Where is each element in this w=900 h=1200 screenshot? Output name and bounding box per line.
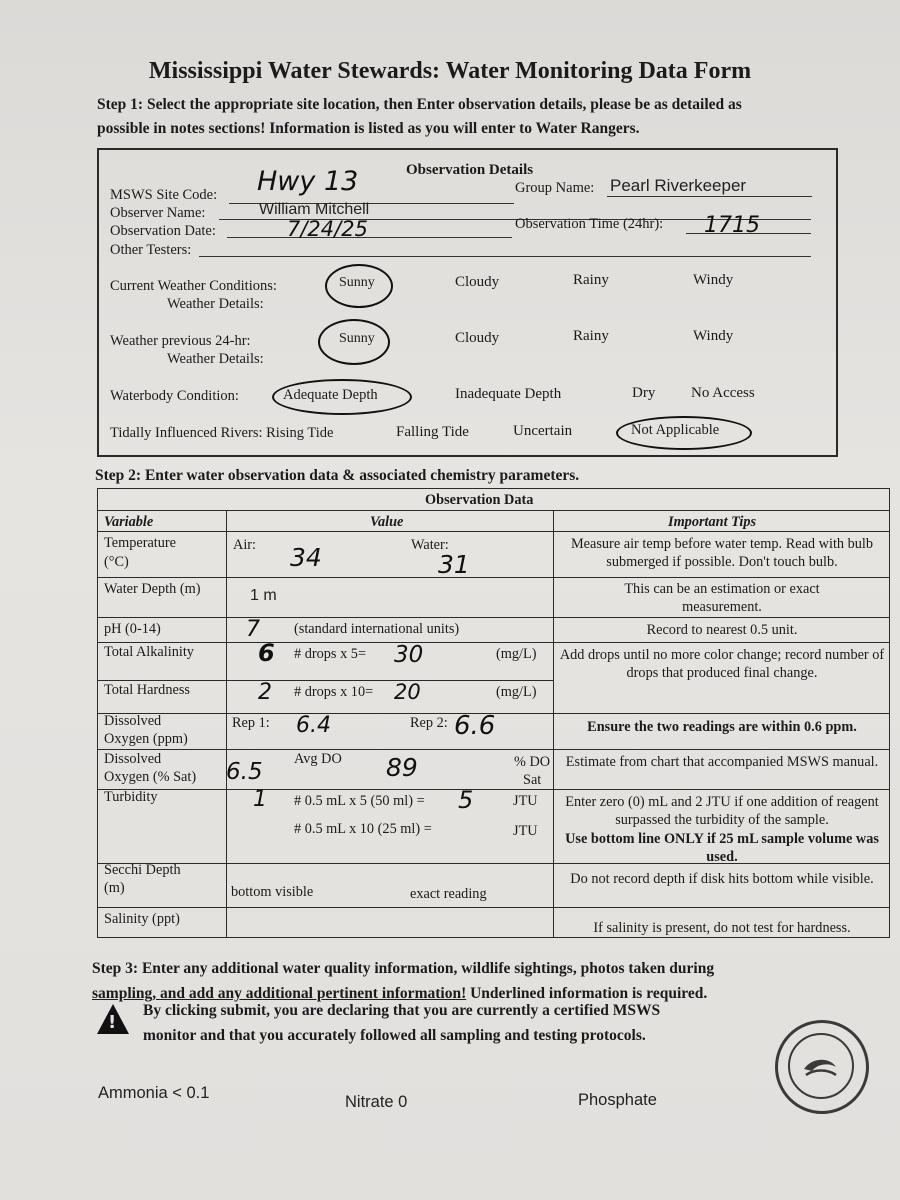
weather-option-rainy[interactable]: Rainy: [573, 272, 609, 288]
var-secchi-depth-unit: (m): [104, 880, 125, 896]
do-rep1-label: Rep 1:: [232, 715, 270, 731]
observation-details-box: [97, 148, 838, 457]
col-header-value: Value: [370, 514, 404, 530]
tip-do-saturation: Estimate from chart that accompanied MSWS manual.: [565, 754, 879, 770]
prev-weather-option-cloudy[interactable]: Cloudy: [455, 330, 500, 346]
observation-details-header: Observation Details: [406, 162, 534, 178]
observation-time-label: Observation Time (24hr):: [515, 216, 664, 232]
table-title: Observation Data: [425, 492, 534, 508]
tidal-label: Tidally Influenced Rivers: Rising Tide: [110, 425, 334, 441]
note-nitrate[interactable]: Nitrate 0: [345, 1093, 408, 1111]
do-rep2-label: Rep 2:: [410, 715, 448, 731]
var-salinity: Salinity (ppt): [104, 911, 180, 927]
turbidity-unit: JTU: [513, 793, 538, 809]
current-weather-label: Current Weather Conditions:: [110, 278, 277, 294]
tip-alkalinity: Add drops until no more color change; record number of drops that produced final change.: [559, 647, 885, 681]
var-dissolved-oxygen-sat: Dissolved: [104, 751, 162, 767]
hardness-formula: # drops x 10=: [294, 684, 374, 700]
tip-secchi-depth: Do not record depth if disk hits bottom while visible.: [570, 871, 874, 887]
secchi-exact-reading: exact reading: [410, 886, 487, 902]
var-temperature-unit: (°C): [104, 554, 129, 570]
observer-name-value[interactable]: William Mitchell: [259, 201, 370, 218]
previous-weather-details-label: Weather Details:: [167, 351, 264, 367]
alkalinity-formula: # drops x 5=: [294, 646, 367, 662]
hardness-unit: (mg/L): [496, 684, 537, 700]
weather-option-sunny[interactable]: Sunny: [339, 275, 375, 290]
turbidity-line2: # 0.5 mL x 10 (25 ml) =: [294, 821, 432, 837]
col-header-tips: Important Tips: [668, 514, 757, 530]
observation-data-table: [97, 488, 890, 938]
water-depth-value[interactable]: 1 m: [250, 587, 277, 604]
observation-date-label: Observation Date:: [110, 223, 216, 239]
ph-value[interactable]: 7: [246, 617, 260, 642]
turbidity-line1: # 0.5 mL x 5 (50 ml) =: [294, 793, 425, 809]
temp-air-value[interactable]: 34: [290, 543, 322, 572]
tip-ph: Record to nearest 0.5 unit.: [646, 622, 798, 638]
step1-instructions-cont: possible in notes sections! Information is listed as you will enter to Water Rangers.: [97, 120, 640, 137]
var-total-alkalinity: Total Alkalinity: [104, 644, 194, 660]
tidal-option-not-applicable[interactable]: Not Applicable: [631, 422, 720, 438]
alkalinity-unit: (mg/L): [496, 646, 537, 662]
var-dissolved-oxygen: Dissolved: [104, 713, 162, 729]
form-title: Mississippi Water Stewards: Water Monitoring Data Form: [148, 58, 752, 84]
tip-water-depth: This can be an estimation or exact measurement.: [624, 581, 820, 615]
do-saturation-unit-2: Sat: [523, 772, 542, 788]
tip-dissolved-oxygen: Ensure the two readings are within 0.6 ppm.: [587, 719, 857, 735]
declaration-line2: monitor and that you accurately followed all sampling and testing protocols.: [143, 1027, 646, 1044]
var-water-depth: Water Depth (m): [104, 581, 201, 597]
note-phosphate[interactable]: Phosphate: [578, 1091, 657, 1109]
var-turbidity: Turbidity: [104, 789, 158, 805]
tidal-option-falling[interactable]: Falling Tide: [396, 424, 469, 440]
step1-instructions: Step 1: Select the appropriate site location, then Enter observation details, please be as detailed as: [97, 96, 742, 113]
step3-text: Step 3: Enter any additional water quality information, wildlife sightings, photos taken during: [92, 960, 715, 977]
weather-option-cloudy[interactable]: Cloudy: [455, 274, 500, 290]
var-dissolved-oxygen-sat-unit: Oxygen (% Sat): [104, 769, 197, 785]
do-saturation-unit: % DO: [514, 754, 551, 770]
current-weather-details-label: Weather Details:: [167, 296, 264, 312]
observation-date-value[interactable]: 7/24/25: [287, 217, 368, 241]
do-rep1-value[interactable]: 6.4: [296, 713, 331, 738]
step2-instructions: Step 2: Enter water observation data & associated chemistry parameters.: [95, 467, 580, 484]
do-rep2-value[interactable]: 6.6: [454, 711, 496, 741]
tip-temperature: Measure air temp before water temp. Read with bulb submerged if possible. Don't touch bulb.: [570, 536, 874, 570]
tip-salinity: If salinity is present, do not test for hardness.: [593, 920, 851, 936]
tidal-option-uncertain[interactable]: Uncertain: [513, 423, 573, 439]
group-name-value[interactable]: Pearl Riverkeeper: [610, 176, 747, 195]
warning-exclamation-icon: !: [108, 1012, 117, 1033]
group-name-label: Group Name:: [515, 180, 595, 196]
seal-inner-ring: [788, 1033, 854, 1099]
temp-water-value[interactable]: 31: [438, 550, 470, 579]
hardness-result[interactable]: 20: [394, 680, 421, 704]
tip-turbidity: Enter zero (0) mL and 2 JTU if one addition of reagent surpassed the turbidity of the sample.: [565, 794, 879, 828]
weather-option-windy[interactable]: Windy: [693, 272, 734, 288]
site-code-value[interactable]: Hwy 13: [257, 166, 359, 197]
declaration-line1: By clicking submit, you are declaring that you are currently a certified MSWS: [143, 1002, 661, 1019]
note-ammonia[interactable]: Ammonia < 0.1: [98, 1084, 210, 1102]
water-wave-icon: [790, 1035, 852, 1097]
waterbody-condition-label: Waterbody Condition:: [110, 388, 239, 404]
site-code-label: MSWS Site Code:: [110, 187, 218, 203]
hardness-drops[interactable]: 2: [258, 680, 272, 705]
waterbody-option-adequate[interactable]: Adequate Depth: [283, 387, 378, 403]
step3-instructions: [92, 960, 714, 978]
waterbody-option-no-access[interactable]: No Access: [691, 385, 755, 401]
waterbody-option-inadequate[interactable]: Inadequate Depth: [455, 386, 562, 402]
observer-name-label: Observer Name:: [110, 205, 206, 221]
do-saturation-value[interactable]: 89: [386, 753, 418, 782]
var-temperature: Temperature: [104, 535, 177, 551]
var-total-hardness: Total Hardness: [104, 682, 190, 698]
waterbody-option-dry[interactable]: Dry: [632, 385, 656, 401]
step3-required-text: sampling, and add any additional pertinent information!: [92, 985, 467, 1002]
temp-air-label: Air:: [233, 537, 257, 553]
turbidity-unit-2: JTU: [513, 823, 538, 839]
prev-weather-option-rainy[interactable]: Rainy: [573, 328, 609, 344]
step3-underline-note: Underlined information is required.: [466, 985, 708, 1002]
var-secchi-depth: Secchi Depth: [104, 862, 181, 878]
do-average-value[interactable]: 6.5: [226, 759, 263, 785]
secchi-bottom-visible: bottom visible: [231, 884, 314, 900]
mississippi-water-stewards-seal-icon: [775, 1020, 869, 1114]
turbidity-value[interactable]: 1: [253, 787, 267, 812]
ph-units: (standard international units): [294, 621, 460, 637]
alkalinity-result[interactable]: 30: [394, 642, 424, 668]
previous-weather-label: Weather previous 24-hr:: [110, 333, 251, 349]
col-header-variable: Variable: [104, 514, 154, 530]
var-dissolved-oxygen-unit: Oxygen (ppm): [104, 731, 188, 747]
alkalinity-drops[interactable]: 6: [258, 639, 275, 667]
var-ph: pH (0-14): [104, 621, 161, 637]
prev-weather-option-windy[interactable]: Windy: [693, 328, 734, 344]
tip-turbidity-bottom-line: Use bottom line ONLY if 25 mL sample volume was used.: [565, 831, 879, 865]
other-testers-label: Other Testers:: [110, 242, 192, 258]
turbidity-line1-value[interactable]: 5: [458, 786, 474, 814]
do-average-label: Avg DO: [294, 751, 342, 767]
temp-water-label: Water:: [411, 537, 449, 553]
observation-time-value[interactable]: 1715: [704, 213, 760, 238]
step3-instructions-cont: [92, 985, 707, 1003]
prev-weather-option-sunny[interactable]: Sunny: [339, 331, 375, 346]
